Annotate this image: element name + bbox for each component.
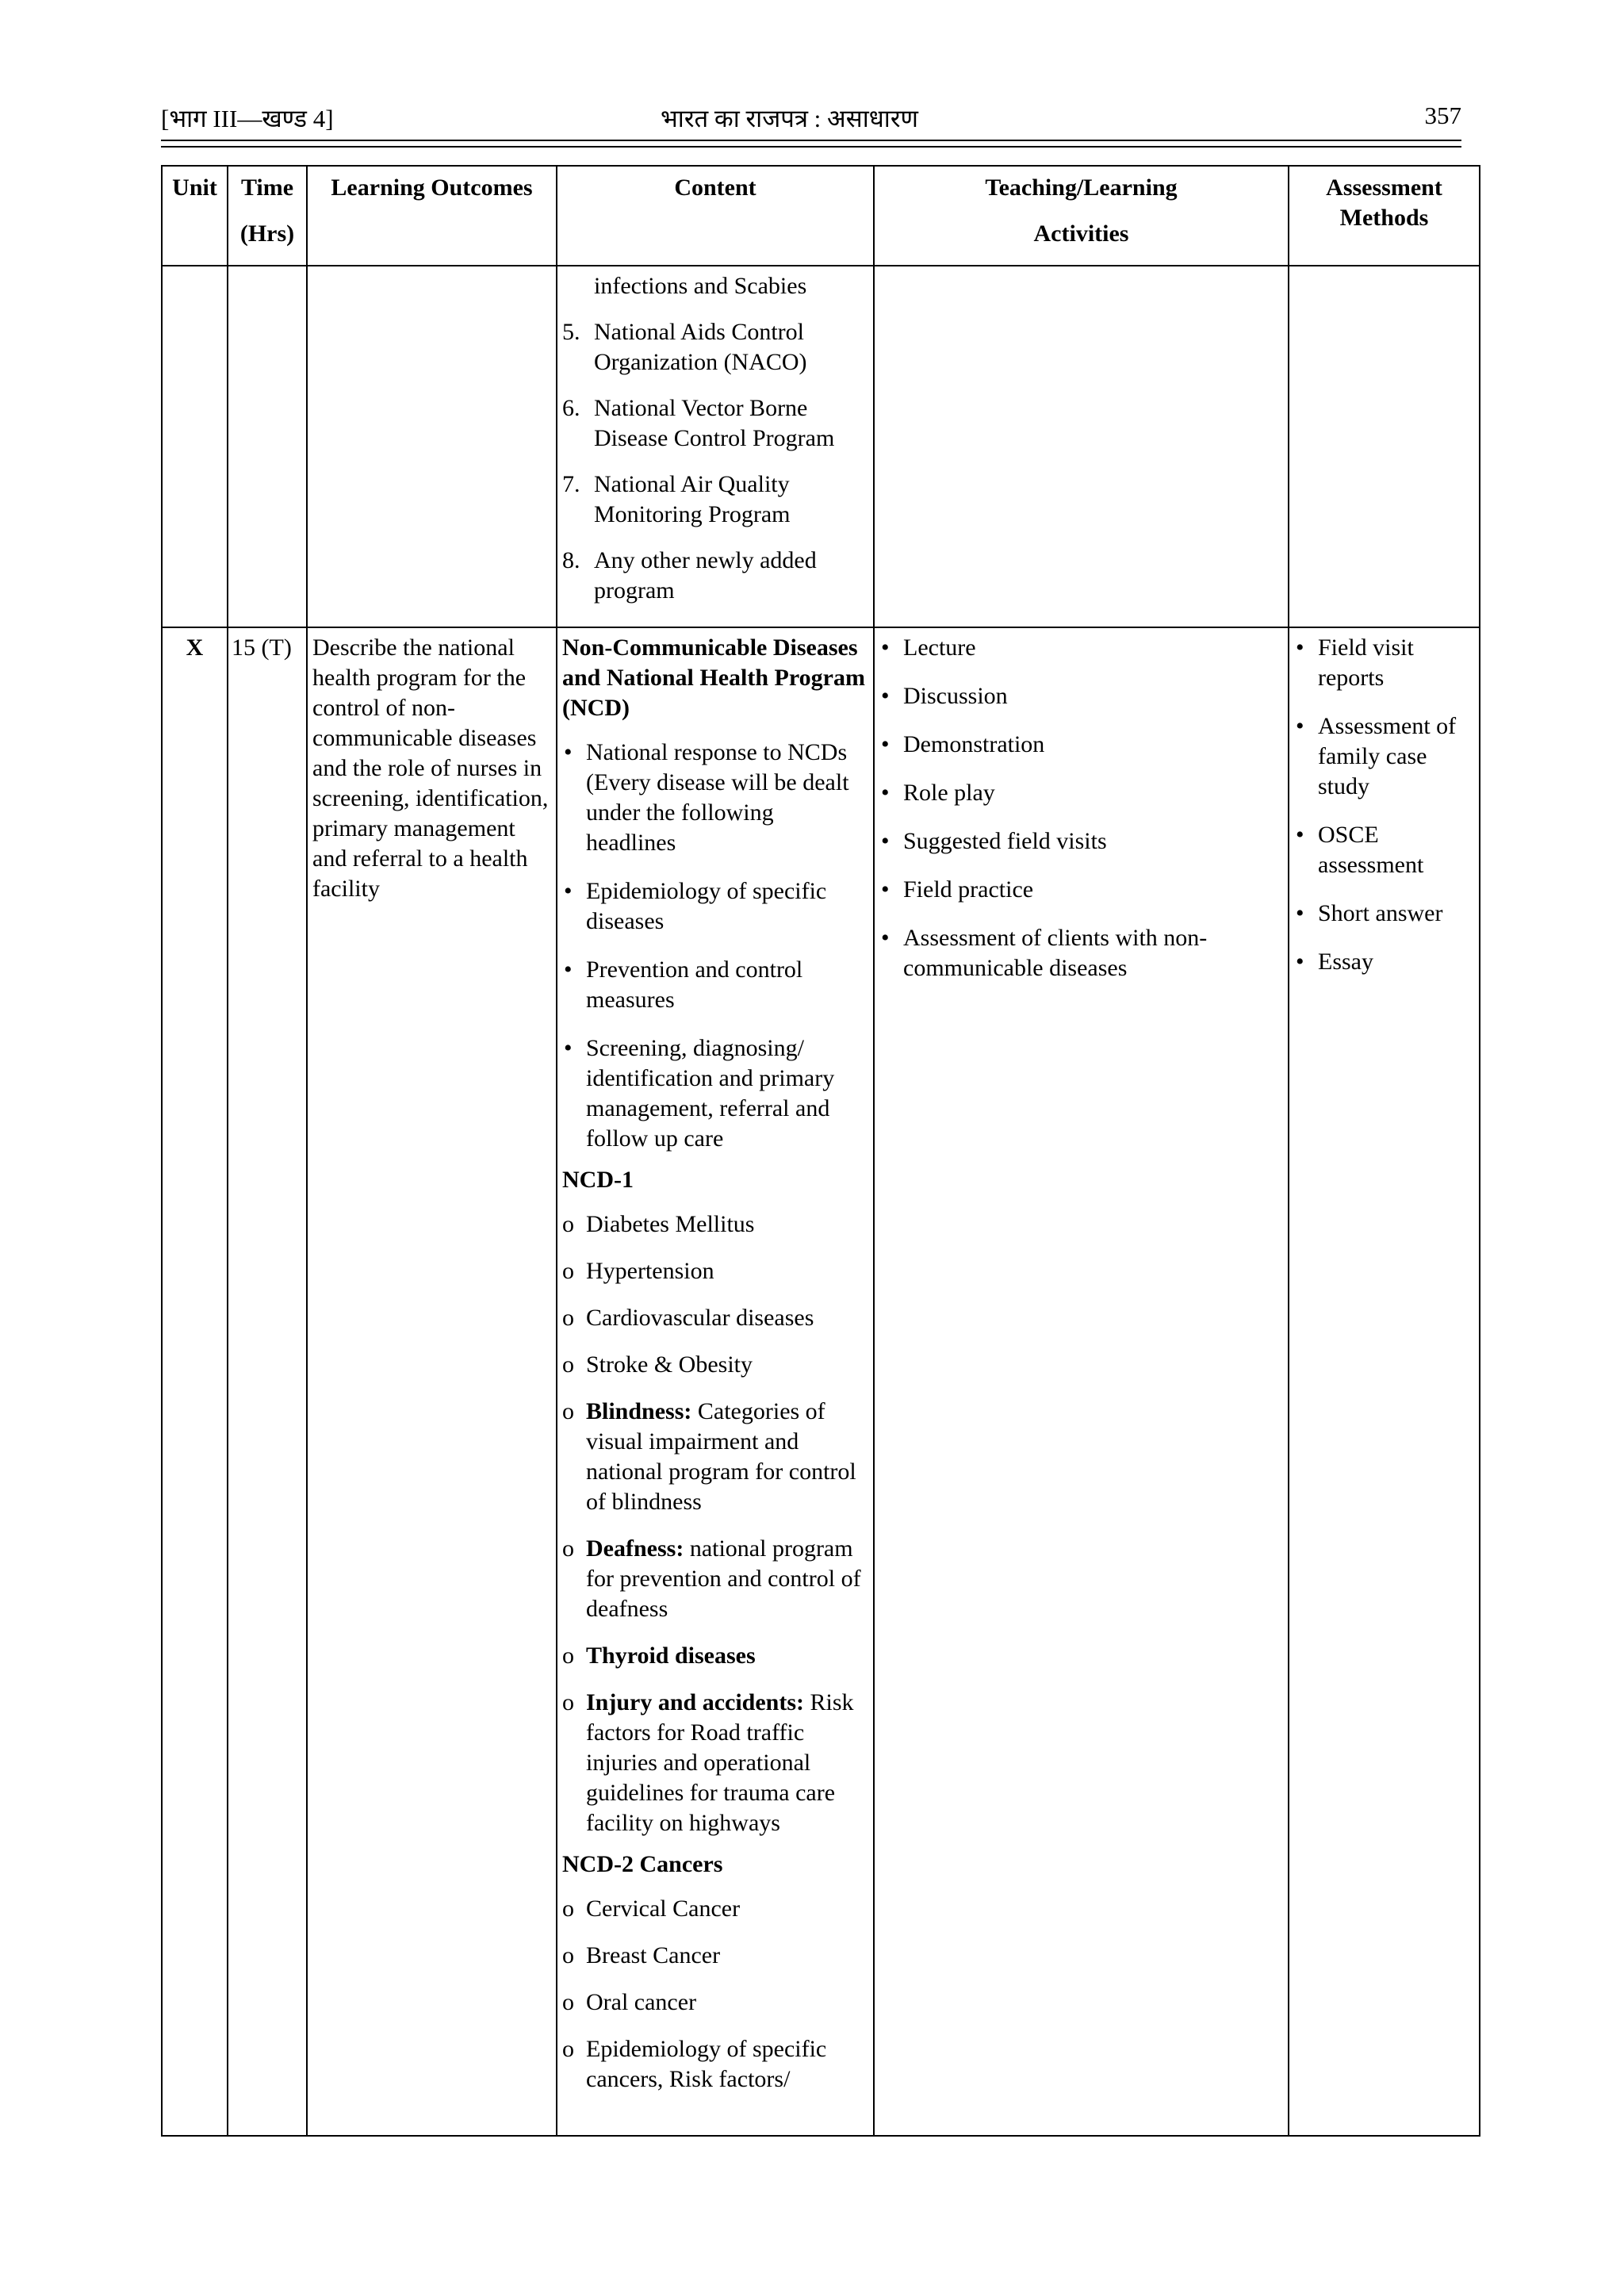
item-text: OSCE assessment [1318,822,1424,878]
bullet-icon: • [564,956,573,983]
list-item [879,730,1283,760]
bullet-icon: • [1296,822,1304,848]
item-text: Categories of visual impairment and national program for control of blindness [586,1398,856,1515]
item-bold-label: Injury and accidents: [586,1689,805,1715]
cell-empty [874,266,1289,627]
list-item [562,1033,868,1154]
col-header-outcomes: Learning Outcomes [307,166,557,266]
item-text: Short answer [1318,900,1443,926]
assessment-list [1294,633,1474,977]
item-text: Risk factors for Road traffic injuries and operational guidelines for trauma care facility on highways [586,1689,854,1836]
circle-bullet-icon: o [562,1211,574,1237]
circle-bullet-icon: o [562,1351,574,1378]
program-list [562,317,868,606]
item-text: Field visit reports [1318,634,1414,691]
item-text: Prevention and control measures [586,956,803,1013]
bullet-icon: • [564,878,573,904]
header-rule-top [161,140,1461,141]
circle-bullet-icon: o [562,1989,574,2015]
list-item [562,1350,868,1380]
bullet-icon: • [881,731,890,757]
list-item [879,875,1283,905]
item-text: Any other newly added program [594,547,817,604]
bullet-icon: • [564,739,573,765]
list-item [562,393,868,454]
ncd2-heading: NCD-2 Cancers [562,1851,723,1877]
list-item [562,1209,868,1240]
gazette-title: भारत का राजपत्र : असाधारण [661,105,918,132]
ncd1-heading: NCD-1 [562,1167,634,1193]
circle-bullet-icon: o [562,1305,574,1331]
item-text: Diabetes Mellitus [586,1211,755,1237]
list-item [879,633,1283,663]
list-item [562,470,868,530]
item-text: Stroke & Obesity [586,1351,753,1378]
list-item [879,778,1283,808]
item-number: 5. [562,319,580,345]
col-header-time-label: Time [240,174,294,201]
list-item [562,955,868,1015]
item-text: Demonstration [903,731,1045,757]
list-item [879,923,1283,983]
bullet-icon: • [881,925,890,951]
activities-list [879,633,1283,983]
cell-unit: X [162,627,228,2136]
list-item [1294,633,1474,693]
table-row-continued [162,266,1480,627]
item-text: Cardiovascular diseases [586,1305,814,1331]
list-item [562,1987,868,2018]
bullet-icon: • [881,780,890,806]
item-text: National Vector Borne Disease Control Program [594,395,835,451]
item-text: Lecture [903,634,976,661]
list-item [1294,711,1474,802]
list-item [562,1534,868,1624]
header-rule-bottom [161,146,1461,148]
item-text: National response to NCDs (Every disease will be dealt under the following headlines [586,739,849,856]
col-header-activities [874,166,1289,266]
ncd2-list [562,1894,868,2095]
item-text: National Air Quality Monitoring Program [594,471,791,527]
list-item [562,2034,868,2095]
item-bold-label: Thyroid diseases [586,1642,756,1669]
circle-bullet-icon: o [562,2036,574,2062]
col-header-time [228,166,307,266]
cell-empty [162,266,228,627]
table-header-row [162,166,1480,266]
item-text: Assessment of clients with non-communicable diseases [903,925,1208,981]
item-text: Oral cancer [586,1989,697,2015]
item-text: Cervical Cancer [586,1895,741,1922]
cell-content-continued [557,266,874,627]
list-item [562,1941,868,1971]
item-text: Field practice [903,876,1034,903]
table-row-unit-x [162,627,1480,2136]
item-text: Hypertension [586,1258,714,1284]
item-bold-label: Deafness: [586,1535,684,1562]
item-text: Discussion [903,683,1008,709]
bullet-icon: • [1296,900,1304,926]
item-text: Epidemiology of specific cancers, Risk factors/ [586,2036,827,2092]
bullet-icon: • [881,683,890,709]
gazette-part-label: [भाग III—खण्ड 4] [161,105,334,132]
circle-bullet-icon: o [562,1642,574,1669]
bullet-icon: • [1296,634,1304,661]
col-header-activities-line2: Activities [1033,220,1129,247]
item-bold-label: Blindness: [586,1398,692,1424]
content-title: Non-Communicable Diseases and National Health Program (NCD) [562,634,865,721]
col-header-unit: Unit [162,166,228,266]
list-item [562,317,868,378]
cell-time: 15 (T) [228,627,307,2136]
col-header-assessment: Assessment Methods [1289,166,1480,266]
list-item [562,1256,868,1286]
circle-bullet-icon: o [562,1895,574,1922]
bullet-icon: • [564,1035,573,1061]
bullet-icon: • [881,828,890,854]
list-item [1294,899,1474,929]
page-number: 357 [1424,102,1461,129]
item-text: Screening, diagnosing/ identification and primary management, referral and follow up care [586,1035,835,1152]
item-text: Role play [903,780,995,806]
item-text: Essay [1318,949,1373,975]
list-item [1294,820,1474,880]
item-text: national program for prevention and control of deafness [586,1535,861,1622]
circle-bullet-icon: o [562,1689,574,1715]
list-item [1294,947,1474,977]
list-item [562,546,868,606]
item-text: National Aids Control Organization (NACO) [594,319,807,375]
content-bullets [562,738,868,1154]
bullet-icon: • [1296,713,1304,739]
page-header [161,102,1461,136]
item-text: Breast Cancer [586,1942,721,1968]
col-header-activities-line1: Teaching/Learning [985,174,1178,201]
cell-content [557,627,874,2136]
circle-bullet-icon: o [562,1398,574,1424]
ncd1-list [562,1209,868,1838]
list-item [879,681,1283,711]
bullet-icon: • [881,634,890,661]
list-item [879,826,1283,857]
list-item [562,1894,868,1924]
item-text: Epidemiology of specific diseases [586,878,827,934]
content-fragment: infections and Scabies [594,273,807,299]
cell-empty [228,266,307,627]
col-header-time-unit: (Hrs) [239,220,295,247]
bullet-icon: • [881,876,890,903]
list-item [562,1303,868,1333]
col-header-content: Content [557,166,874,266]
syllabus-table [161,165,1480,2137]
cell-empty [1289,266,1480,627]
circle-bullet-icon: o [562,1535,574,1562]
list-item [562,738,868,858]
circle-bullet-icon: o [562,1942,574,1968]
list-item [562,1688,868,1838]
item-text: Assessment of family case study [1318,713,1457,799]
item-text: Suggested field visits [903,828,1107,854]
circle-bullet-icon: o [562,1258,574,1284]
cell-learning-outcome: Describe the national health program for the control of non-communicable diseases and the role of nurses in screening, identification, primary management and referral to a health facility [307,627,557,2136]
cell-assessment [1289,627,1480,2136]
list-item [562,1641,868,1671]
item-number: 8. [562,547,580,573]
list-item [562,1397,868,1517]
list-item [562,876,868,937]
bullet-icon: • [1296,949,1304,975]
item-number: 7. [562,471,580,497]
cell-activities [874,627,1289,2136]
cell-empty [307,266,557,627]
item-number: 6. [562,395,580,421]
